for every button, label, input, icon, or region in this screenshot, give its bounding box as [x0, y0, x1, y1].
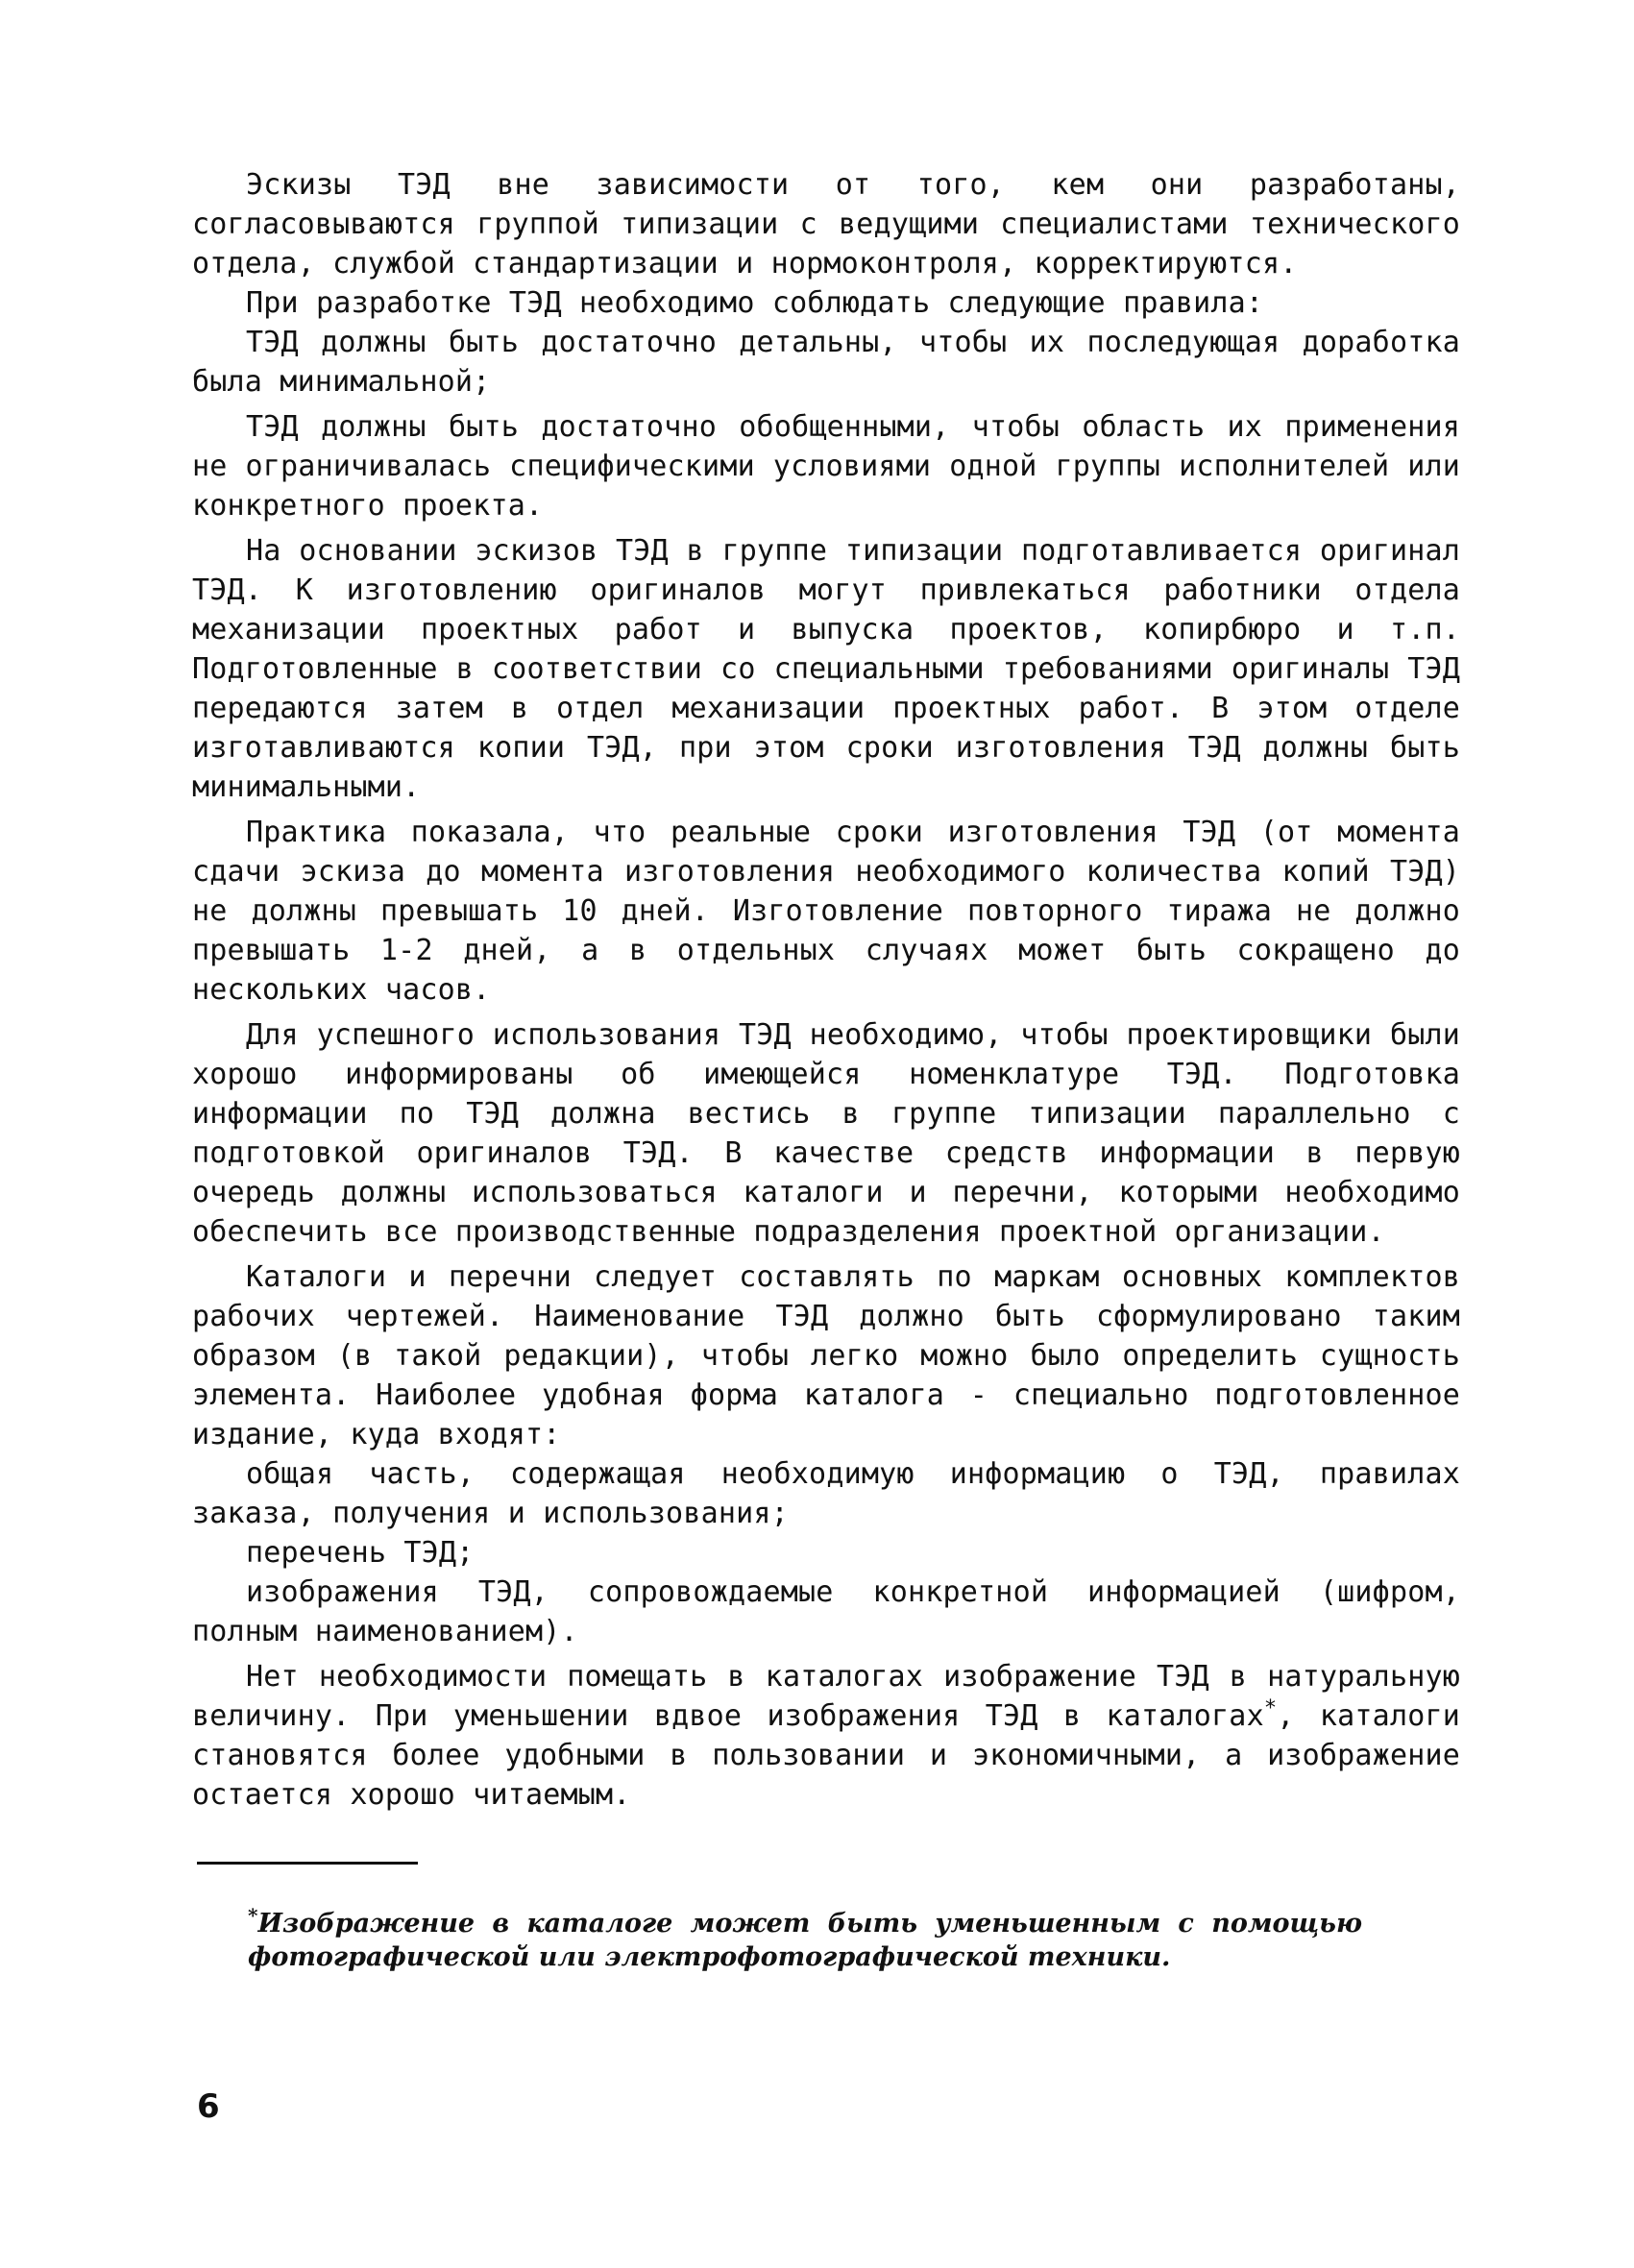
rule-item-detailed: ТЭД должны быть достаточно детальны, чтобы их последующая доработка была минимальной; — [192, 326, 1460, 399]
paragraph-rules-intro: При разработке ТЭД необходимо соблюдать следующие правила: — [246, 286, 1264, 320]
footnote — [248, 1904, 1362, 1974]
footnote-reference-mark: * — [1263, 1696, 1278, 1720]
paragraph-scale-end: , каталоги становятся более удобными в пользовании и экономичными, а изображение остается хорошо читаемым. — [192, 1699, 1460, 1812]
catalog-item-general-part: общая часть, содержащая необходимую информацию о ТЭД, правилах заказа, получения и использования; — [192, 1457, 1460, 1530]
paragraph-information: Для успешного использования ТЭД необходимо, чтобы проектировщики были хорошо информированы об имеющейся номенклатуре ТЭД. Подготовка информации по ТЭД должна вестись в группе типизации параллельно с подготовкой оригиналов ТЭД. В качестве средств информации в первую очередь должны использоваться каталоги и перечни, которыми необходимо обеспечить все производственные подразделения проектной организации. — [192, 1018, 1460, 1249]
main-text — [192, 165, 1460, 1815]
page-number: 6 — [197, 2087, 220, 2126]
footnote-mark: * — [248, 1904, 258, 1927]
paragraph-approval: Эскизы ТЭД вне зависимости от того, кем они разработаны, согласовываются группой типизации с ведущими специалистами технического отдела, службой стандартизации и нормоконтроля, корректируются. — [192, 168, 1460, 280]
rule-item-generalized: ТЭД должны быть достаточно обобщенными, чтобы область их применения не ограничивалась специфическими условиями одной группы исполнителей или конкретного проекта. — [192, 410, 1460, 523]
footnote-text: Изображение в каталоге может быть уменьшенным с помощью фотографической или электрофотографической техники. — [248, 1909, 1362, 1972]
catalog-item-images: изображения ТЭД, сопровождаемые конкретной информацией (шифром, полным наименованием). — [192, 1575, 1460, 1648]
paragraph-originals: На основании эскизов ТЭД в группе типизации подготавливается оригинал ТЭД. К изготовлению оригиналов могут привлекаться работники отдела механизации проектных работ и выпуска проектов, копирбюро и т.п. Подготовленные в соответствии со специальными требованиями оригиналы ТЭД передаются затем в отдел механизации проектных работ. В этом отделе изготавливаются копии ТЭД, при этом сроки изготовления ТЭД должны быть минимальными. — [192, 534, 1460, 804]
footnote-divider — [197, 1862, 418, 1865]
paragraph-catalogs: Каталоги и перечни следует составлять по маркам основных комплектов рабочих чертежей. Наименование ТЭД должно быть сформулировано таким образом (в такой редакции), чтобы легко можно было определить сущность элемента. Наиболее удобная форма каталога - специально подготовленное издание, куда входят: — [192, 1260, 1460, 1451]
catalog-item-list: перечень ТЭД; — [246, 1536, 475, 1570]
paragraph-scale — [192, 1657, 1460, 1815]
paragraph-production-terms: Практика показала, что реальные сроки изготовления ТЭД (от момента сдачи эскиза до момента изготовления необходимого количества копий ТЭД) не должны превышать 10 дней. Изготовление повторного тиража не должно превышать 1-2 дней, а в отдельных случаях может быть сокращено до нескольких часов. — [192, 816, 1460, 1007]
paragraph-scale-start: Нет необходимости помещать в каталогах изображение ТЭД в натуральную величину. При уменьшении вдвое изображения ТЭД в каталогах — [192, 1660, 1460, 1733]
